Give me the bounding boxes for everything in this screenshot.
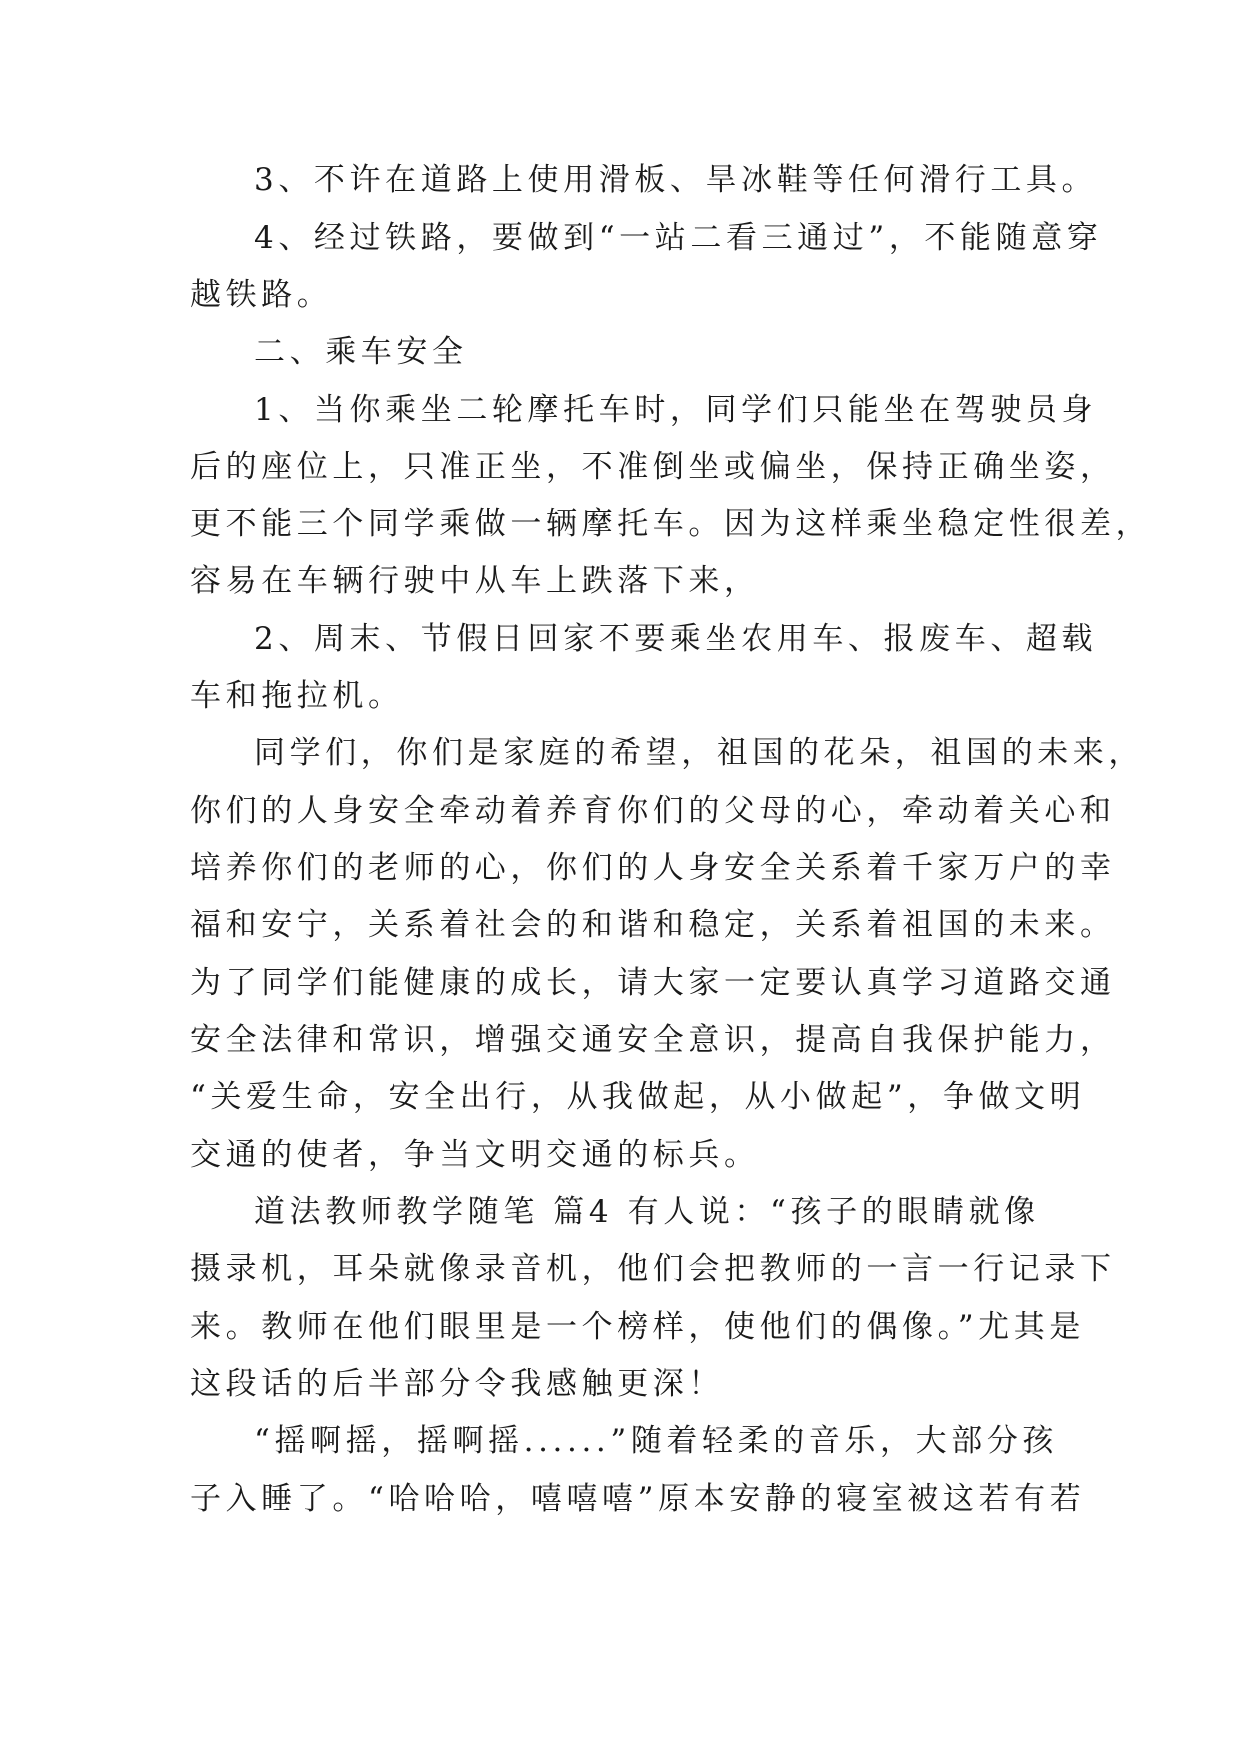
text-line: 越铁路。 (190, 277, 333, 313)
text-line: 后的座位上，只准正坐，不准倒坐或偏坐，保持正确坐姿， (190, 449, 1116, 485)
section-heading: 二、乘车安全 (254, 334, 468, 370)
text-line: 交通的使者，争当文明交通的标兵。 (190, 1137, 760, 1173)
text-line: 培养你们的老师的心，你们的人身安全关系着千家万户的幸 (190, 850, 1116, 886)
text-line: 容易在车辆行驶中从车上跌落下来， (190, 563, 760, 599)
text-line: 车和拖拉机。 (190, 678, 404, 714)
text-line: “摇啊摇，摇啊摇......”随着轻柔的音乐，大部分孩 (254, 1423, 1059, 1459)
text-line: 你们的人身安全牵动着养育你们的父母的心，牵动着关心和 (190, 793, 1116, 829)
text-line: 同学们，你们是家庭的希望，祖国的花朵，祖国的未来， (254, 735, 1144, 771)
text-line: 1、当你乘坐二轮摩托车时，同学们只能坐在驾驶员身 (254, 392, 1098, 428)
text-line: 这段话的后半部分令我感触更深！ (190, 1366, 724, 1402)
text-line: 4、经过铁路，要做到“一站二看三通过”，不能随意穿 (254, 220, 1103, 256)
text-line: 福和安宁，关系着社会的和谐和稳定，关系着祖国的未来。 (190, 907, 1116, 943)
text-line: 2、周末、节假日回家不要乘坐农用车、报废车、超载 (254, 621, 1098, 657)
text-line: 安全法律和常识，增强交通安全意识，提高自我保护能力， (190, 1022, 1116, 1058)
text-line: 为了同学们能健康的成长，请大家一定要认真学习道路交通 (190, 965, 1116, 1001)
text-line: 3、不许在道路上使用滑板、旱冰鞋等任何滑行工具。 (254, 162, 1098, 198)
text-line: “关爱生命，安全出行，从我做起，从小做起”，争做文明 (190, 1079, 1086, 1115)
text-line: 来。教师在他们眼里是一个榜样，使他们的偶像。”尤其是 (190, 1309, 1085, 1345)
text-line: 道法教师教学随笔 篇4 有人说：“孩子的眼睛就像 (254, 1194, 1040, 1230)
text-line: 子入睡了。“哈哈哈，嘻嘻嘻”原本安静的寝室被这若有若 (190, 1481, 1086, 1517)
text-line: 摄录机，耳朵就像录音机，他们会把教师的一言一行记录下 (190, 1251, 1116, 1287)
text-line: 更不能三个同学乘做一辆摩托车。因为这样乘坐稳定性很差， (190, 506, 1152, 542)
